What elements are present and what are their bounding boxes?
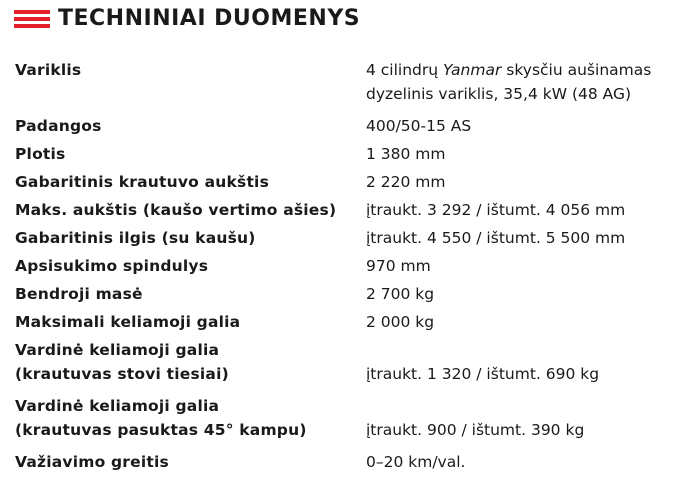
spec-value: įtraukt. 900 / ištumt. 390 kg bbox=[366, 421, 585, 439]
spec-value-part: 4 cilindrų bbox=[366, 61, 444, 79]
spec-label-line1: Vardinė keliamoji galia bbox=[15, 341, 220, 359]
spec-label: Maks. aukštis (kaušo vertimo ašies) bbox=[15, 201, 337, 219]
spec-value: 0–20 km/val. bbox=[366, 453, 466, 471]
spec-label: Bendroji masė bbox=[15, 285, 143, 303]
spec-value-line2: dyzelinis variklis, 35,4 kW (48 AG) bbox=[366, 85, 632, 103]
spec-label: Padangos bbox=[15, 117, 102, 135]
spec-value-brand: Yanmar bbox=[443, 61, 502, 79]
spec-value: įtraukt. 3 292 / ištumt. 4 056 mm bbox=[366, 201, 626, 219]
spec-value: 400/50-15 AS bbox=[366, 117, 472, 135]
spec-label: Maksimali keliamoji galia bbox=[15, 313, 241, 331]
spec-value: įtraukt. 1 320 / ištumt. 690 kg bbox=[366, 365, 600, 383]
spec-label-line2: (krautuvas stovi tiesiai) bbox=[15, 365, 229, 383]
spec-label bbox=[15, 394, 360, 442]
spec-value: 2 000 kg bbox=[366, 313, 435, 331]
spec-value: 2 220 mm bbox=[366, 173, 446, 191]
spec-label: Apsisukimo spindulys bbox=[15, 257, 209, 275]
spec-value: 2 700 kg bbox=[366, 285, 435, 303]
spec-value-part: skysčiu aušinamas bbox=[501, 61, 652, 79]
spec-label-line1: Vardinė keliamoji galia bbox=[15, 397, 220, 415]
spec-label-line2: (krautuvas pasuktas 45° kampu) bbox=[15, 421, 307, 439]
spec-value: 970 mm bbox=[366, 257, 431, 275]
spec-label: Gabaritinis ilgis (su kaušu) bbox=[15, 229, 256, 247]
spec-label: Gabaritinis krautuvo aukštis bbox=[15, 173, 270, 191]
section-title: TECHNINIAI DUOMENYS bbox=[58, 6, 361, 31]
section-header bbox=[14, 6, 360, 31]
stripes-logo-icon bbox=[14, 8, 50, 30]
spec-label bbox=[15, 338, 360, 386]
spec-label: Variklis bbox=[15, 61, 82, 79]
spec-label: Plotis bbox=[15, 145, 66, 163]
spec-value: 1 380 mm bbox=[366, 145, 446, 163]
spec-value bbox=[366, 58, 696, 106]
spec-value: įtraukt. 4 550 / ištumt. 5 500 mm bbox=[366, 229, 626, 247]
spec-label: Važiavimo greitis bbox=[15, 453, 169, 471]
